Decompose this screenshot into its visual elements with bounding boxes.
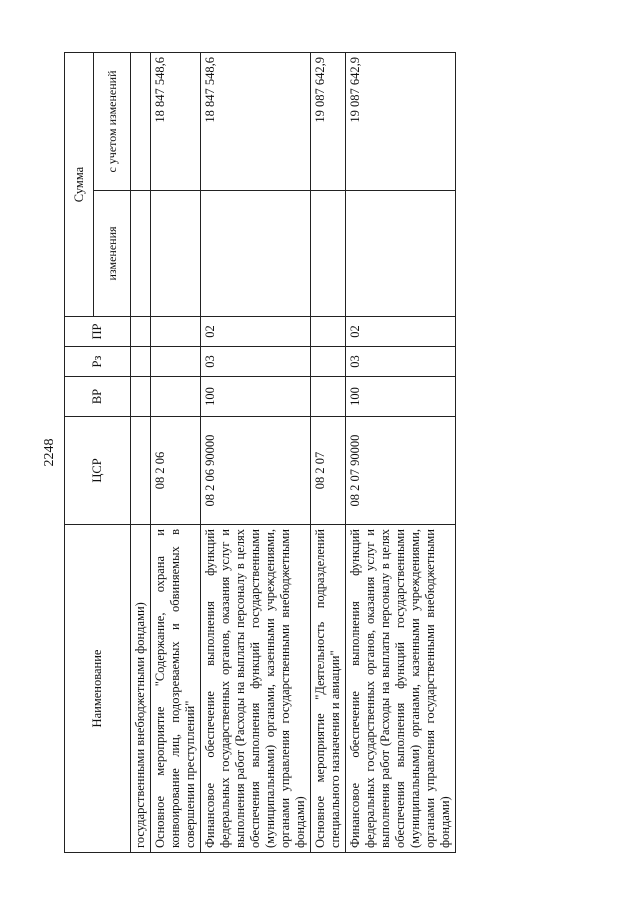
table-row [346, 53, 456, 853]
cell-csr [131, 417, 151, 525]
cell-rz [131, 347, 151, 377]
header-rz: Рз [65, 347, 131, 377]
cell-change [151, 191, 201, 317]
cell-name: Основное мероприятие "Содержание, охрана и конвоирование лиц, подозреваемых и обвиняемых в совершении преступлений" [151, 525, 201, 853]
cell-csr: 08 2 06 90000 [201, 417, 311, 525]
cell-name: Финансовое обеспечение выполнения функций федеральных государственных органов, оказания услуг и выполнения работ (Расходы на выплаты персоналу в целях обеспечения выполнения функций государственными (муниципальными) органами, казенными учреждениями, органами управления государственными внебюджетными фондами) [201, 525, 311, 853]
cell-sum [131, 53, 151, 191]
cell-name: государственными внебюджетными фондами) [131, 525, 151, 853]
cell-pr [131, 317, 151, 347]
cell-rz: 03 [346, 347, 456, 377]
cell-sum: 19 087 642,9 [346, 53, 456, 191]
table-row [201, 53, 311, 853]
cell-sum: 18 847 548,6 [151, 53, 201, 191]
cell-pr [151, 317, 201, 347]
header-change: изменения [94, 191, 131, 317]
cell-name: Основное мероприятие "Деятельность подразделений специального назначения и авиации" [311, 525, 346, 853]
cell-rz: 03 [201, 347, 311, 377]
cell-csr: 08 2 06 [151, 417, 201, 525]
header-with-changes: с учетом изменений [94, 53, 131, 191]
cell-change [311, 191, 346, 317]
table-body [131, 53, 456, 853]
cell-change [346, 191, 456, 317]
header-csr: ЦСР [65, 417, 131, 525]
page-number: 2248 [42, 438, 57, 467]
header-vr: ВР [65, 377, 131, 417]
cell-pr: 02 [346, 317, 456, 347]
cell-vr: 100 [201, 377, 311, 417]
cell-change [131, 191, 151, 317]
cell-vr: 100 [346, 377, 456, 417]
cell-rz [151, 347, 201, 377]
budget-table [64, 52, 456, 853]
header-sum-group: Сумма [65, 53, 94, 317]
cell-vr [131, 377, 151, 417]
table-row [151, 53, 201, 853]
header-name: Наименование [65, 525, 131, 853]
cell-csr: 08 2 07 [311, 417, 346, 525]
cell-vr [151, 377, 201, 417]
cell-sum: 18 847 548,6 [201, 53, 311, 191]
cell-name: Финансовое обеспечение выполнения функций федеральных государственных органов, оказания услуг и выполнения работ (Расходы на выплаты персоналу в целях обеспечения выполнения функций государственными (муниципальными) органами, казенными учреждениями, органами управления государственными внебюджетными фондами) [346, 525, 456, 853]
header-pr: ПР [65, 317, 131, 347]
table-row [131, 53, 151, 853]
cell-pr: 02 [201, 317, 311, 347]
cell-pr [311, 317, 346, 347]
cell-vr [311, 377, 346, 417]
cell-sum: 19 087 642,9 [311, 53, 346, 191]
cell-csr: 08 2 07 90000 [346, 417, 456, 525]
table-row [311, 53, 346, 853]
cell-change [201, 191, 311, 317]
cell-rz [311, 347, 346, 377]
